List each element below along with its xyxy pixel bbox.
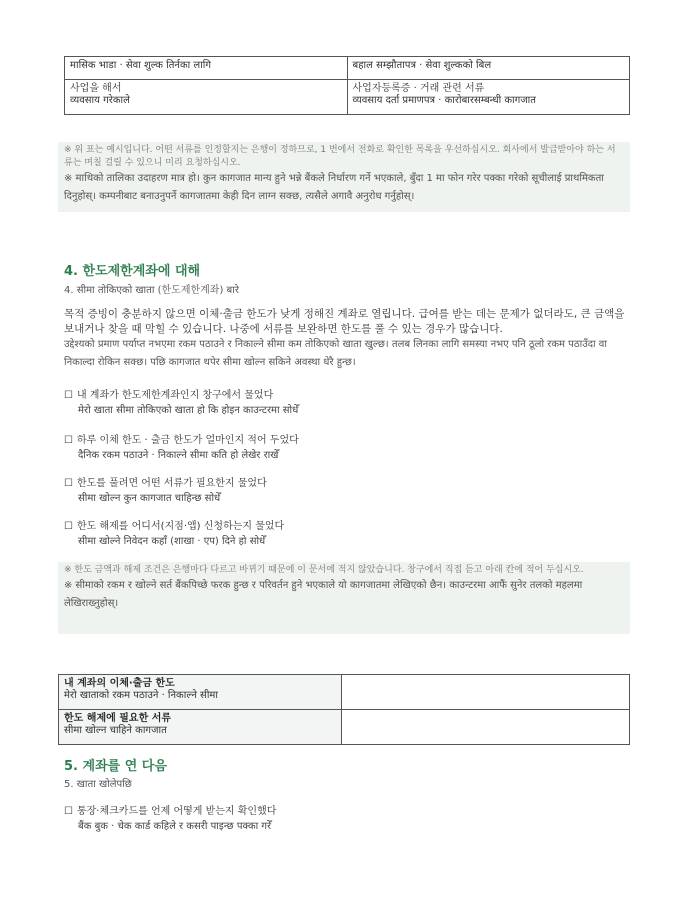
checklist-item-korean: 내 계좌가 한도제한계좌인지 창구에서 물었다 [76, 390, 274, 401]
checklist-item[interactable] [64, 433, 630, 463]
documents-label-cell: 한도 해제에 필요한 서류 सीमा खोल्न चाहिने कागजात [59, 710, 342, 745]
documents-value-field[interactable] [342, 710, 630, 745]
checklist-item-korean: 통장·체크카드를 언제 어떻게 받는지 확인했다 [76, 806, 277, 817]
checkbox-icon[interactable]: ☐ [64, 435, 73, 446]
checklist-item-korean: 한도를 풀려면 어떤 서류가 필요한지 물었다 [76, 478, 267, 489]
table-row [59, 710, 630, 745]
table-row [65, 57, 630, 80]
table-cell-documents: बहाल सम्झौतापत्र · सेवा शुल्कको बिल [347, 57, 630, 80]
checklist-item-nepali: मेरो खाता सीमा तोकिएको खाता हो कि होइन काउन्टरमा सोधेँ [78, 405, 299, 416]
document-examples-table [64, 56, 630, 115]
checklist-item-korean: 한도 해제를 어디서(지점·앱) 신청하는지 물었다 [76, 521, 285, 532]
table-cell-purpose: 사업을 해서 व्यवसाय गरेकाले [65, 80, 348, 115]
table-row [59, 675, 630, 710]
section-4-title: 4. 한도제한계좌에 대해 [64, 264, 201, 279]
note-nepali: ※ सीमाको रकम र खोल्ने सर्त बैंकपिच्छे फरक हुन्छ र परिवर्तन हुने भएकाले यो कागजातमा लेखिएको छैन। काउन्टरमा आफैं सुनेर तलको महलमा लेखिराख्नुहोस्। [64, 580, 583, 609]
section-5-title: 5. 계좌를 연 다음 [64, 759, 167, 774]
section-4-paragraph [64, 307, 630, 372]
checkbox-icon[interactable]: ☐ [64, 478, 73, 489]
paragraph-nepali: उद्देश्यको प्रमाण पर्याप्त नभएमा रकम पठाउने र निकाल्ने सीमा कम तोकिएको खाता खुल्छ। तलब लिनका लागि समस्या नभए पनि ठूलो रकम पठाउँदा वा निकाल्दा रोकिन सक्छ। पछि कागजात थपेर सीमा खोल्न सकिने अवस्था धेरै हुन्छ। [64, 339, 607, 368]
checklist-item[interactable] [64, 476, 630, 506]
checklist-item[interactable] [64, 519, 630, 549]
section-4-subtitle: 4. सीमा तोकिएको खाता (한도제한계좌) बारे [64, 285, 239, 296]
table-note [58, 142, 630, 212]
table-cell-documents: 사업자등록증 · 거래 관련 서류 व्यवसाय दर्ता प्रमाणपत्र · कारोबारसम्बन्धी कागजात [347, 80, 630, 115]
checklist-item-nepali: सीमा खोल्ने निवेदन कहाँ (शाखा · एप) दिने हो सोधेँ [78, 536, 266, 547]
section-5-subtitle: 5. खाता खोलेपछि [64, 779, 132, 790]
paragraph-korean: 목적 증빙이 충분하지 않으면 이체·출금 한도가 낮게 정해진 계좌로 열립니다. 급여를 받는 데는 문제가 없더라도, 큰 금액을 보내거나 찾을 때 막힐 수 있습니다. 나중에 서류를 보완하면 한도를 풀 수 있는 경우가 많습니다. [64, 308, 625, 335]
limit-record-table [58, 674, 630, 745]
checklist-item[interactable] [64, 388, 630, 418]
checklist-item-korean: 하루 이체 한도 · 출금 한도가 얼마인지 적어 두었다 [76, 435, 299, 446]
note-korean: ※ 위 표는 예시입니다. 어떤 서류를 인정할지는 은행이 정하므로, 1 번에서 전화로 확인한 목록을 우선하십시오. 회사에서 발급받아야 하는 서류는 며칠 걸릴 수 있으니 미리 요청하십시오. [64, 145, 616, 168]
limit-note [58, 562, 630, 634]
table-cell-purpose: मासिक भाडा · सेवा शुल्क तिर्नका लागि [65, 57, 348, 80]
checkbox-icon[interactable]: ☐ [64, 390, 73, 401]
note-korean: ※ 한도 금액과 해제 조건은 은행마다 다르고 바뀌기 때문에 이 문서에 적지 않았습니다. 창구에서 직접 듣고 아래 칸에 적어 두십시오. [64, 565, 584, 575]
limit-value-field[interactable] [342, 675, 630, 710]
checklist-item-nepali: दैनिक रकम पठाउने · निकाल्ने सीमा कति हो लेखेर राखेँ [78, 450, 279, 461]
checkbox-icon[interactable]: ☐ [64, 521, 73, 532]
checklist-item-nepali: बैंक बुक · चेक कार्ड कहिले र कसरी पाइन्छ पक्का गरेँ [78, 821, 272, 832]
table-row [65, 80, 630, 115]
checklist-item-nepali: सीमा खोल्न कुन कागजात चाहिन्छ सोधेँ [78, 493, 221, 504]
checkbox-icon[interactable]: ☐ [64, 806, 73, 817]
checklist-item[interactable] [64, 804, 630, 834]
limit-label-cell: 내 계좌의 이체·출금 한도 मेरो खाताको रकम पठाउने · निकाल्ने सीमा [59, 675, 342, 710]
note-nepali: ※ माथिको तालिका उदाहरण मात्र हो। कुन कागजात मान्य हुने भन्ने बैंकले निर्धारण गर्ने भएकाले, बुँदा 1 मा फोन गरेर पक्का गरेको सूचीलाई प्राथमिकता दिनुहोस्। कम्पनीबाट बनाउनुपर्ने कागजातमा केही दिन लाग्न सक्छ, त्यसैले अगावै अनुरोध गर्नुहोस्। [64, 173, 604, 202]
